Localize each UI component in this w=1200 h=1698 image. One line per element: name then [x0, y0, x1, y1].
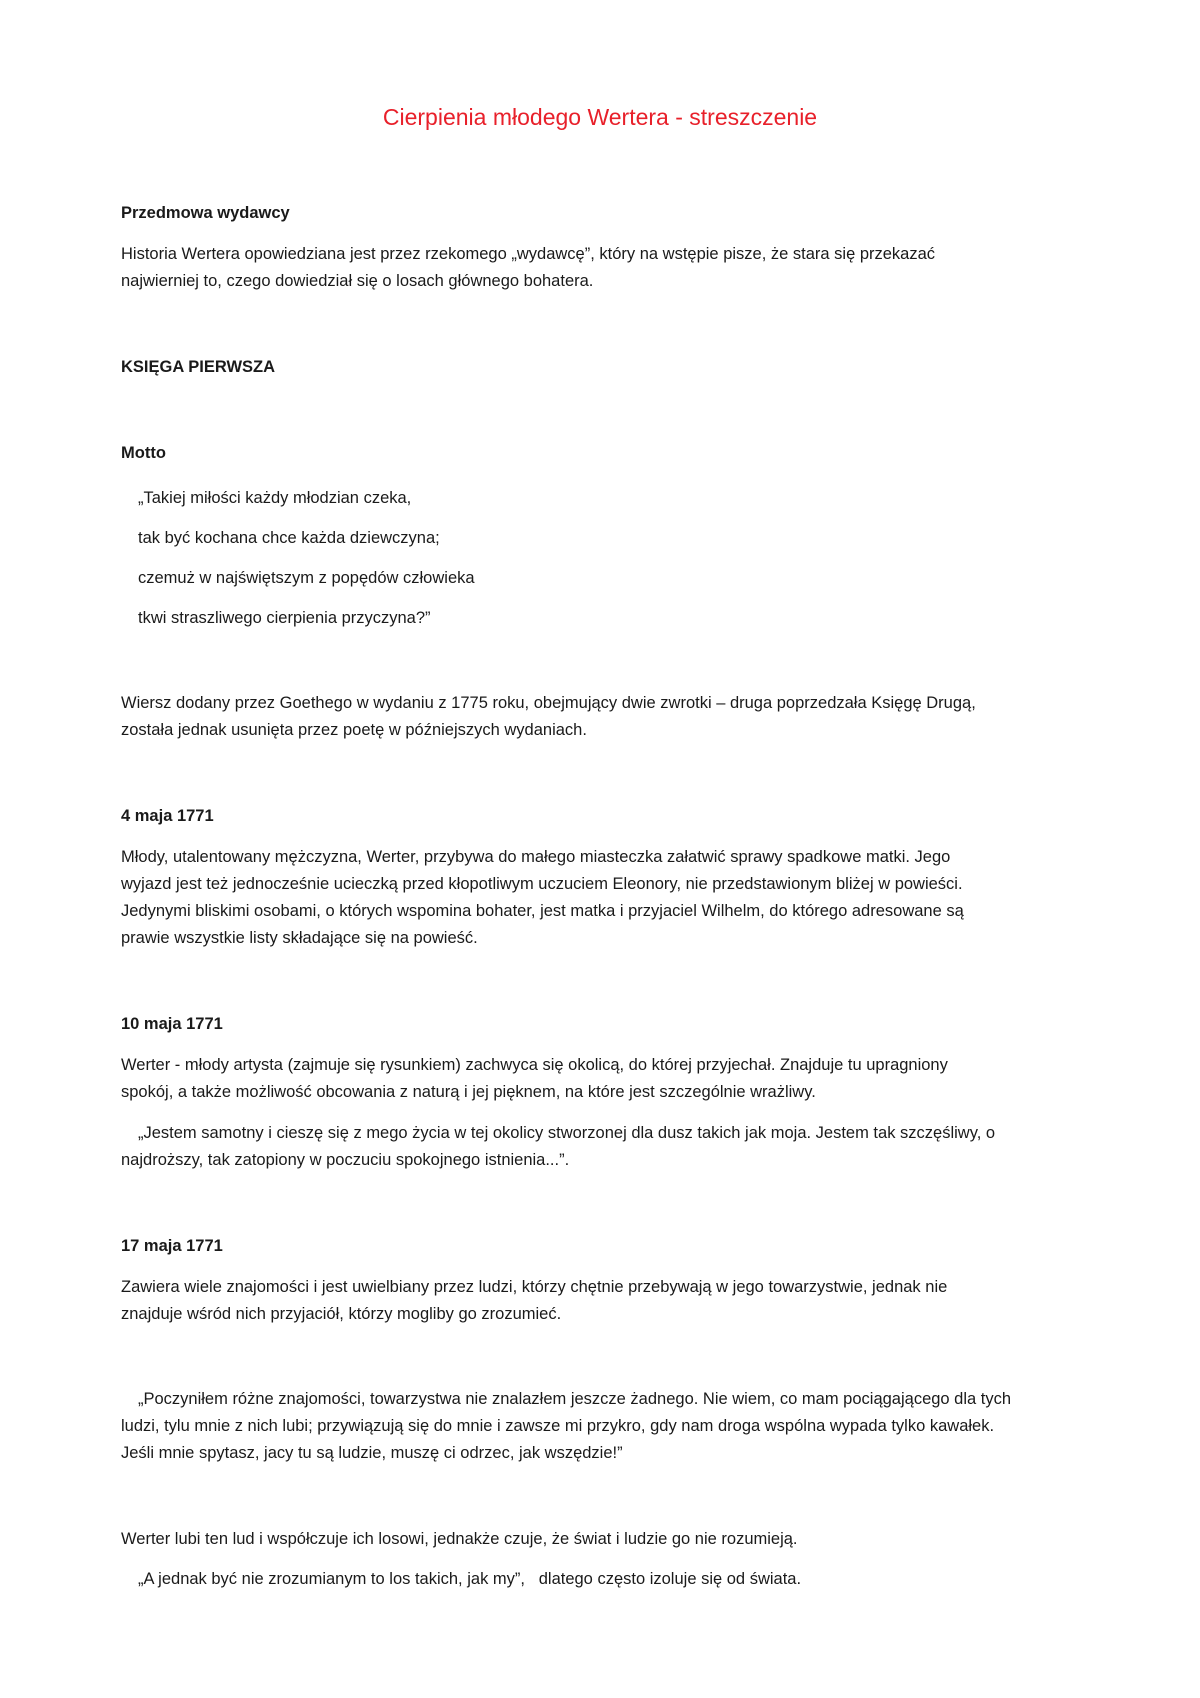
entry-quote-line: „A jednak być nie zrozumianym to los takich, jak my”, dlatego często izoluje się od świata.	[138, 1570, 802, 1588]
entry-quote-line: Jeśli mnie spytasz, jacy tu są ludzie, muszę ci odrzec, jak wszędzie!”	[121, 1444, 623, 1462]
entry-paragraph-line: znajduje wśród nich przyjaciół, którzy mogliby go zrozumieć.	[121, 1305, 562, 1323]
preface-paragraph-line: najwierniej to, czego dowiedział się o losach głównego bohatera.	[121, 272, 594, 290]
motto-note-line: została jednak usunięta przez poetę w późniejszych wydaniach.	[121, 721, 587, 739]
entry-paragraph-line: prawie wszystkie listy składające się na powieść.	[121, 929, 478, 947]
preface-paragraph-line: Historia Wertera opowiedziana jest przez rzekomego „wydawcę”, który na wstępie pisze, że stara się przekazać	[121, 245, 936, 263]
document-title: Cierpienia młodego Wertera - streszczenie	[382, 104, 818, 130]
entry-paragraph-line: Zawiera wiele znajomości i jest uwielbiany przez ludzi, którzy chętnie przebywają w jego towarzystwie, jednak nie	[121, 1278, 948, 1296]
entry-heading-may4: 4 maja 1771	[121, 807, 214, 825]
entry-heading-may10: 10 maja 1771	[121, 1015, 223, 1033]
entry-paragraph-line: Werter - młody artysta (zajmuje się rysunkiem) zachwyca się okolicą, do której przyjechał. Znajduje tu upragniony	[121, 1056, 948, 1074]
entry-quote-line: „Jestem samotny i cieszę się z mego życia w tej okolicy stworzonej dla dusz takich jak moja. Jestem tak szczęśliwy, o	[138, 1124, 996, 1142]
motto-verse-line: tak być kochana chce każda dziewczyna;	[138, 529, 440, 547]
entry-paragraph-line: wyjazd jest też jednocześnie ucieczką przed kłopotliwym uczuciem Eleonory, nie przedstawionym bliżej w powieści.	[121, 875, 963, 893]
motto-verse-line: czemuż w najświętszym z popędów człowieka	[138, 569, 475, 587]
entry-paragraph-line: Jedynymi bliskimi osobami, o których wspomina bohater, jest matka i przyjaciel Wilhelm, do którego adresowane są	[121, 902, 964, 920]
entry-paragraph-line: spokój, a także możliwość obcowania z naturą i jej pięknem, na które jest szczególnie wrażliwy.	[121, 1083, 816, 1101]
motto-verse-line: „Takiej miłości każdy młodzian czeka,	[138, 489, 412, 507]
entry-quote-line: najdroższy, tak zatopiony w poczuciu spokojnego istnienia...”.	[121, 1151, 570, 1169]
entry-paragraph-line: Werter lubi ten lud i współczuje ich losowi, jednakże czuje, że świat i ludzie go nie rozumieją.	[121, 1530, 798, 1548]
motto-heading: Motto	[121, 444, 166, 462]
motto-verse-line: tkwi straszliwego cierpienia przyczyna?”	[138, 609, 431, 627]
entry-quote-line: „Poczyniłem różne znajomości, towarzystwa nie znalazłem jeszcze żadnego. Nie wiem, co mam pociągającego dla tych	[138, 1390, 1012, 1408]
entry-heading-may17: 17 maja 1771	[121, 1237, 223, 1255]
entry-quote-line: ludzi, tylu mnie z nich lubi; przywiązują się do mnie i zawsze mi przykro, gdy nam droga wspólna wypada tylko kawałek.	[121, 1417, 995, 1435]
preface-heading: Przedmowa wydawcy	[121, 204, 290, 222]
book-heading: KSIĘGA PIERWSZA	[121, 358, 276, 376]
entry-paragraph-line: Młody, utalentowany mężczyzna, Werter, przybywa do małego miasteczka załatwić sprawy spadkowe matki. Jego	[121, 848, 951, 866]
motto-note-line: Wiersz dodany przez Goethego w wydaniu z 1775 roku, obejmujący dwie zwrotki – druga poprzedzała Księgę Drugą,	[121, 694, 976, 712]
